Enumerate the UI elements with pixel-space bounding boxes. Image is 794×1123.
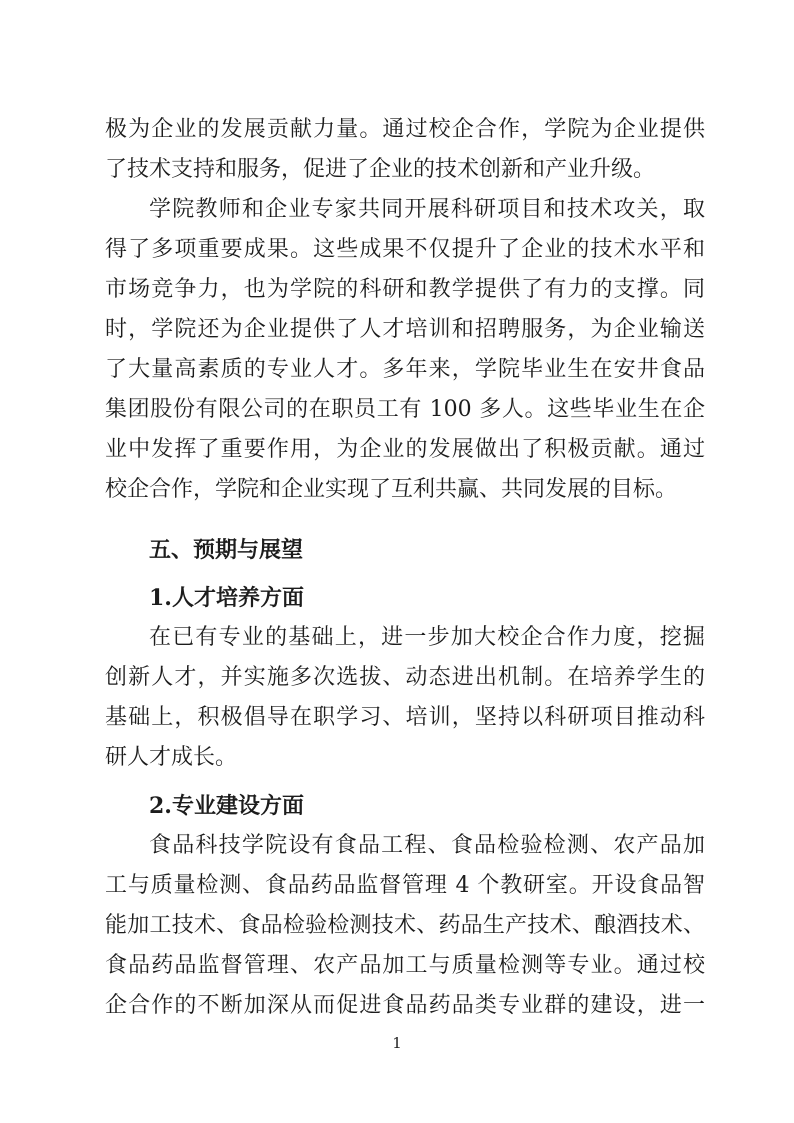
body-line: 工与质量检测、食品药品监督管理 4 个教研室。开设食品智 <box>105 873 705 898</box>
body-line: 食品科技学院设有食品工程、食品检验检测、农产品加 <box>149 833 705 858</box>
subsection-heading-1: 1.人才培养方面 <box>149 585 304 611</box>
body-line: 市场竞争力，也为学院的科研和教学提供了有力的支撑。同 <box>105 277 705 302</box>
page-number: 1 <box>392 1034 402 1052</box>
body-line: 在已有专业的基础上，进一步加大校企合作力度，挖掘 <box>149 625 705 650</box>
body-line: 创新人才，并实施多次选拔、动态进出机制。在培养学生的 <box>105 665 705 690</box>
body-line: 研人才成长。 <box>105 745 238 770</box>
subsection-heading-2: 2.专业建设方面 <box>149 793 304 819</box>
body-line: 集团股份有限公司的在职员工有 100 多人。这些毕业生在企 <box>105 397 705 422</box>
body-line: 能加工技术、食品检验检测技术、药品生产技术、酿酒技术、 <box>105 913 705 938</box>
body-line: 企合作的不断加深从而促进食品药品类专业群的建设，进一 <box>105 993 705 1018</box>
body-line: 了技术支持和服务，促进了企业的技术创新和产业升级。 <box>105 157 656 182</box>
body-line: 得了多项重要成果。这些成果不仅提升了企业的技术水平和 <box>105 237 705 262</box>
document-body <box>105 110 705 1026</box>
body-line: 时，学院还为企业提供了人才培训和招聘服务，为企业输送 <box>105 317 705 342</box>
body-line: 业中发挥了重要作用，为企业的发展做出了积极贡献。通过 <box>105 437 705 462</box>
body-line: 极为企业的发展贡献力量。通过校企合作，学院为企业提供 <box>105 117 705 142</box>
body-line: 学院教师和企业专家共同开展科研项目和技术攻关，取 <box>149 197 705 222</box>
section-heading-5: 五、预期与展望 <box>149 537 304 563</box>
body-line: 了大量高素质的专业人才。多年来，学院毕业生在安井食品 <box>105 357 705 382</box>
body-line: 基础上，积极倡导在职学习、培训，坚持以科研项目推动科 <box>105 705 705 730</box>
body-line: 校企合作，学院和企业实现了互利共赢、共同发展的目标。 <box>105 477 678 502</box>
body-line: 食品药品监督管理、农产品加工与质量检测等专业。通过校 <box>105 953 705 978</box>
